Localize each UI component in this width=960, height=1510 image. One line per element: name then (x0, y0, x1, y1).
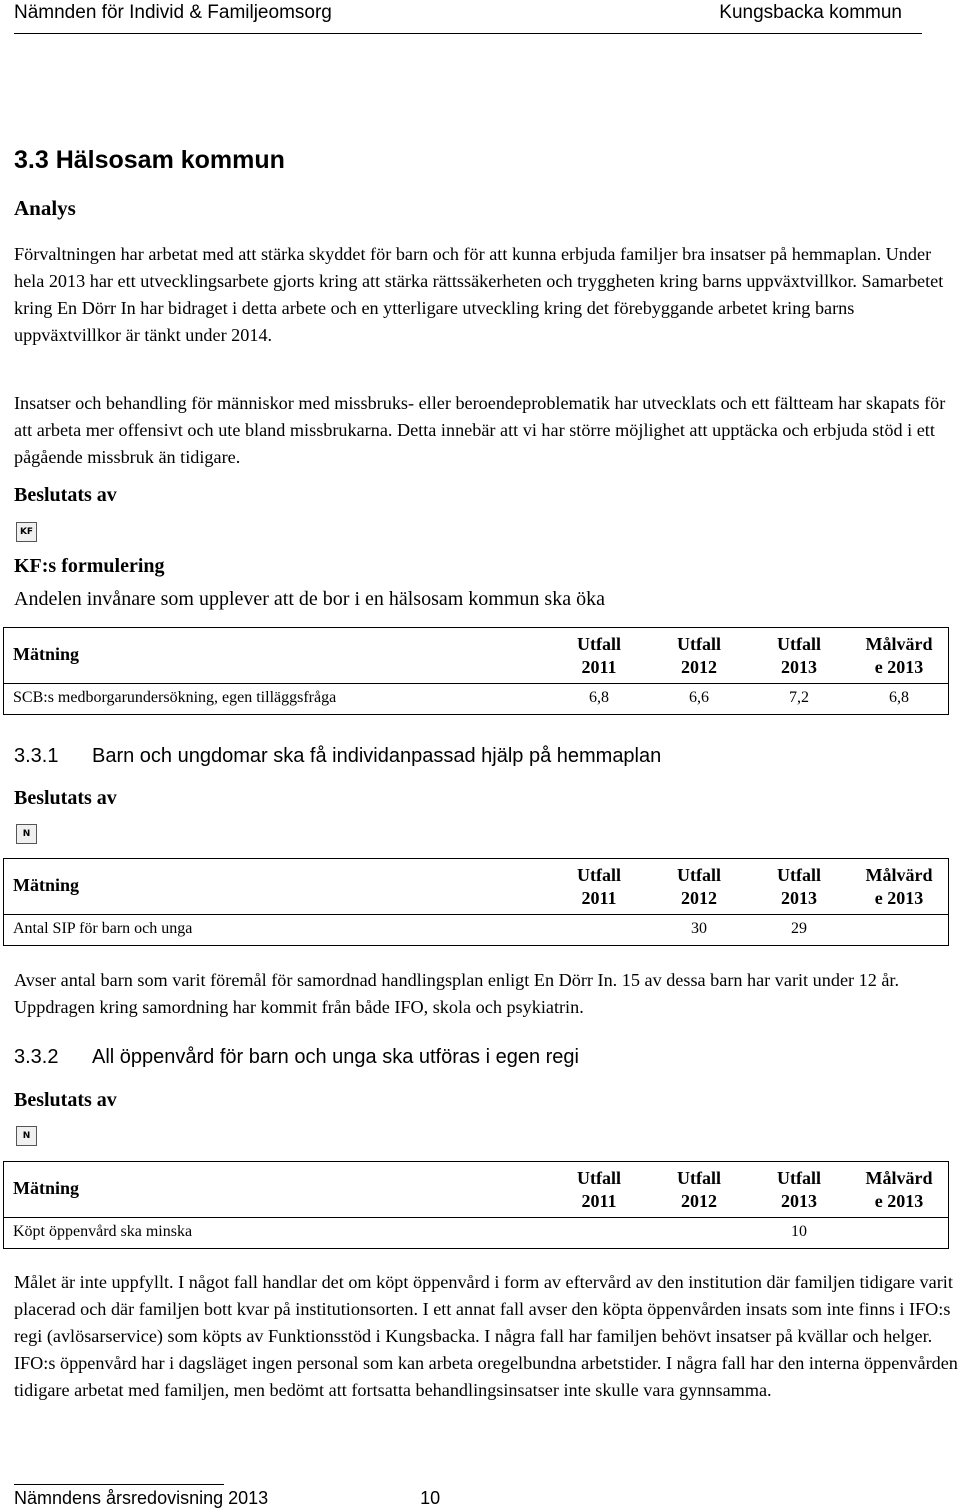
row-value-2013: 10 (791, 1223, 807, 1240)
header-matning: Mätning (13, 875, 80, 895)
section-title: 3.3 Hälsosam kommun (14, 146, 285, 174)
header-utfall-2013: Utfall 2013 (777, 1168, 821, 1211)
header-utfall-2012: Utfall 2012 (677, 634, 721, 677)
header-malvarde-2013: Målvärd e 2013 (865, 865, 933, 908)
measurement-table-1 (3, 627, 949, 715)
row-value-target: 6,8 (889, 689, 909, 706)
kf-icon: KF (16, 522, 37, 542)
kf-text: Andelen invånare som upplever att de bor i en hälsosam kommun ska öka (14, 588, 605, 610)
header-malvarde-2013: Målvärd e 2013 (865, 634, 933, 677)
row-name: Köpt öppenvård ska minska (13, 1223, 193, 1240)
subsection-heading-332 (14, 1046, 579, 1069)
header-utfall-2013: Utfall 2013 (777, 634, 821, 677)
table-row (4, 684, 948, 714)
n-icon: N (16, 1126, 37, 1146)
header-utfall-2011: Utfall 2011 (577, 634, 621, 677)
footer (14, 1488, 440, 1509)
analys-heading: Analys (14, 196, 76, 220)
subsection-332-note: Målet är inte uppfyllt. I något fall handlar det om köpt öppenvård i form av eftervård av den institution där familjen tidigare varit placerad och där familjen bott kvar på institutionsorten. I ett annat fall avser den köpta öppenvården insats som inte finns i IFO:s regi (avlösarservice) som köpts av Funktionsstöd i Kungsbacka. I några fall har familjen behövt insatser på kvällar och helger. IFO:s öppenvård har i dagsläget ingen personal som kan arbeta oregelbundna arbetstider. I några fall har den interna öppenvården tidigare arbetat med familjen, men bedömt att fortsatta behandlingsinsatser inte skulle vara gynnsamma. (14, 1272, 958, 1400)
subsection-title: All öppenvård för barn och unga ska utföras i egen regi (92, 1046, 579, 1068)
subsection-title: Barn och ungdomar ska få individanpassad hjälp på hemmaplan (92, 745, 662, 767)
page-number: 10 (420, 1488, 441, 1508)
subsection-331-note: Avser antal barn som varit föremål för samordnad handlingsplan enligt En Dörr In. 15 av dessa barn har varit under 12 år. Uppdragen kring samordning har kommit från både IFO, skola och psykiatrin. (14, 970, 900, 1017)
row-value-2012: 6,6 (689, 689, 709, 706)
table-row (4, 1218, 948, 1248)
row-value-2011: 6,8 (589, 689, 609, 706)
row-name: SCB:s medborgarundersökning, egen tilläggsfråga (13, 689, 337, 706)
table-row (4, 915, 948, 945)
header-utfall-2013: Utfall 2013 (777, 865, 821, 908)
header-utfall-2012: Utfall 2012 (677, 1168, 721, 1211)
row-value-2012: 30 (691, 920, 707, 937)
table-header (4, 1162, 948, 1218)
row-value-2013: 7,2 (789, 689, 809, 706)
row-name: Antal SIP för barn och unga (13, 920, 193, 937)
header-malvarde-2013: Målvärd e 2013 (865, 1168, 933, 1211)
row-value-2013: 29 (791, 920, 807, 937)
measurement-table-3 (3, 1161, 949, 1249)
beslutats-label: Beslutats av (14, 484, 117, 506)
analys-paragraph-2: Insatser och behandling för människor med missbruks- eller beroendeproblematik har utvecklats och ett fältteam har skapats för att arbeta mer offensivt och ute bland missbrukarna. Detta innebär att vi har större möjlighet att upptäcka och erbjuda stöd i ett pågående missbruk än tidigare. (14, 393, 946, 467)
subsection-number: 3.3.2 (14, 1046, 59, 1068)
measurement-table-2 (3, 858, 949, 946)
header-municipality: Kungsbacka kommun (719, 2, 902, 23)
subsection-number: 3.3.1 (14, 745, 59, 767)
n-icon: N (16, 824, 37, 844)
header-utfall-2012: Utfall 2012 (677, 865, 721, 908)
header-utfall-2011: Utfall 2011 (577, 865, 621, 908)
table-header (4, 628, 948, 684)
analys-paragraph-1: Förvaltningen har arbetat med att stärka skyddet för barn och för att kunna erbjuda familjer bra insatser på hemmaplan. Under hela 2013 har ett utvecklingsarbete gjorts kring att stärka rättssäkerheten och tryggheten kring barns uppväxtvillkor. Samarbetet kring En Dörr In har bidraget i detta arbete och en ytterligare utveckling kring det förebyggande arbetet kring barns uppväxtvillkor är tänkt under 2014. (14, 244, 944, 345)
table-header (4, 859, 948, 915)
footer-divider (14, 1484, 224, 1485)
header-matning: Mätning (13, 644, 80, 664)
header-org-name: Nämnden för Individ & Familjeomsorg (14, 2, 332, 23)
header-utfall-2011: Utfall 2011 (577, 1168, 621, 1211)
beslutats-label: Beslutats av (14, 787, 117, 809)
footer-title: Nämndens årsredovisning 2013 (14, 1488, 269, 1508)
kf-heading: KF:s formulering (14, 555, 165, 577)
subsection-heading-331 (14, 745, 661, 768)
beslutats-label: Beslutats av (14, 1089, 117, 1111)
header-divider (14, 33, 922, 34)
header-matning: Mätning (13, 1178, 80, 1198)
